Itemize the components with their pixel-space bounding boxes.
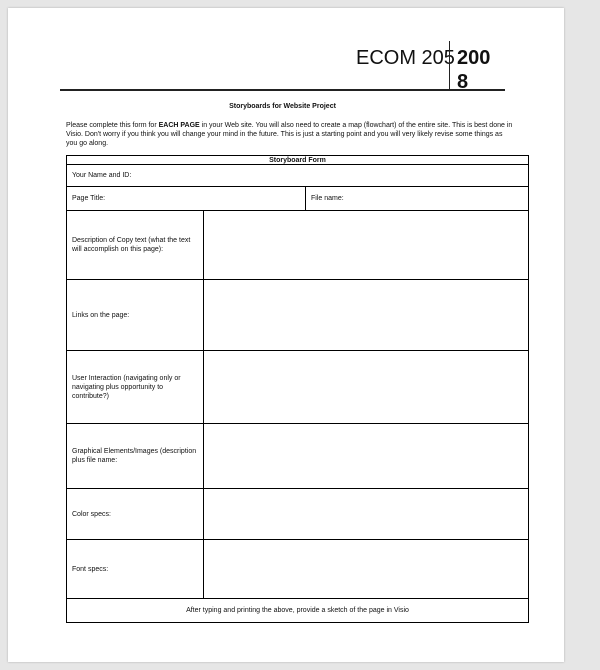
name-label: Your Name and ID: <box>72 172 132 179</box>
form-heading: Storyboard Form <box>269 157 326 164</box>
interaction-row <box>67 351 528 424</box>
document-title: Storyboards for Website Project <box>229 103 336 110</box>
color-label: Color specs: <box>72 510 111 518</box>
course-year-line1: 200 <box>457 47 491 69</box>
description-label: Description of Copy text (what the text will accomplish on this page): <box>72 237 191 253</box>
interaction-label: User Interaction (navigating only or navigating plus opportunity to contribute?) <box>72 374 181 400</box>
description-row <box>67 211 528 280</box>
links-row <box>67 280 528 351</box>
page-title-label: Page Title: <box>72 195 106 202</box>
name-row <box>67 165 528 187</box>
description-field[interactable] <box>204 211 528 279</box>
font-field[interactable] <box>204 540 528 598</box>
course-year <box>457 46 503 94</box>
document-page <box>8 8 564 662</box>
links-label: Links on the page: <box>72 311 130 319</box>
course-code: ECOM 205 <box>356 47 455 69</box>
header-divider <box>449 41 450 90</box>
footer-note: After typing and printing the above, provide a sketch of the page in Visio <box>186 607 409 614</box>
storyboard-form <box>66 155 529 623</box>
page-title-field[interactable] <box>67 187 306 210</box>
header-rule <box>60 89 505 91</box>
font-row <box>67 540 528 599</box>
graphics-row <box>67 424 528 489</box>
graphics-label: Graphical Elements/Images (description plus file name: <box>72 448 197 464</box>
intro-text-bold: EACH PAGE <box>158 122 200 129</box>
font-label: Font specs: <box>72 565 109 573</box>
footer-row <box>67 599 528 622</box>
form-heading-row <box>67 156 528 165</box>
name-field[interactable] <box>67 165 528 186</box>
intro-text-after: in your Web site. You will also need to create a map (flowchart) of the entire site. This is best done in Visio. Don't worry if you think you will change your mind in the future. This is just a starting point and you will very likely revise some things as you go along. <box>66 122 513 147</box>
course-year-line2: 8 <box>457 71 469 93</box>
interaction-field[interactable] <box>204 351 528 423</box>
graphics-field[interactable] <box>204 424 528 488</box>
color-field[interactable] <box>204 489 528 539</box>
intro-paragraph <box>66 121 514 148</box>
file-name-field[interactable] <box>306 187 528 210</box>
intro-text-before: Please complete this form for <box>66 122 159 129</box>
links-field[interactable] <box>204 280 528 350</box>
file-name-label: File name: <box>311 195 344 202</box>
title-file-row <box>67 187 528 211</box>
color-row <box>67 489 528 540</box>
